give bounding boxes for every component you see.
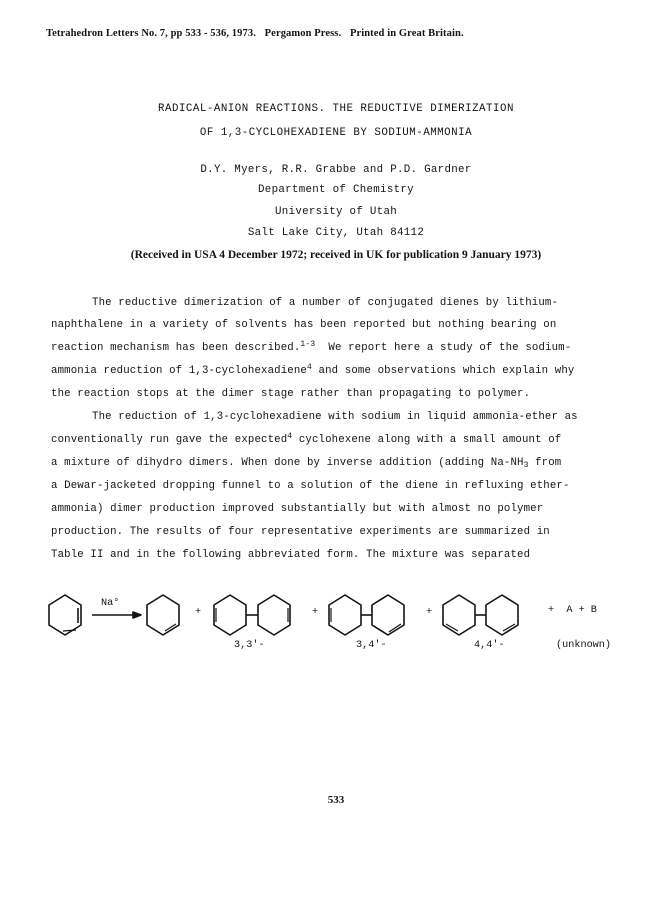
plus-sign: + [312,607,319,618]
authors: D.Y. Myers, R.R. Grabbe and P.D. Gardner [200,164,472,176]
body-line: The reductive dimerization of a number of conjugated dienes by lithium- [92,297,559,309]
label-unknown: (unknown) [556,640,612,651]
unknown-products: + A + B [548,605,597,616]
body-line: naphthalene in a variety of solvents has been reported but nothing bearing on [51,319,557,331]
body-text: ammonia reduction of 1,3-cyclohexadiene [51,365,307,377]
dimer-34-structure [329,595,404,635]
body-text: cyclohexene along with a small amount of [292,434,562,446]
affiliation-department: Department of Chemistry [258,184,414,196]
label-33-dimer: 3,3'- [234,640,265,651]
journal-citation: Tetrahedron Letters No. 7, pp 533 - 536, 1973. [46,28,256,39]
printed-in: Printed in Great Britain. [349,28,464,39]
reagent-label: Na° [101,598,120,609]
reaction-arrow [92,612,141,618]
affiliation-university: University of Utah [274,206,398,218]
title-line-1: RADICAL-ANION REACTIONS. THE REDUCTIVE DIMERIZATION [158,103,514,115]
body-text: reaction mechanism has been described. [51,342,301,354]
cyclohexadiene-structure [49,595,81,635]
body-line: ammonia) dimer production improved substantially but with almost no polymer [51,503,544,515]
body-text: a mixture of dihydro dimers. When done by inverse addition (adding Na-NH [51,457,524,469]
dimer-44-structure [443,595,518,635]
received-dates: (Received in USA 4 December 1972; received in UK for publication 9 January 1973) [130,249,542,261]
body-line: the reaction stops at the dimer stage rather than propagating to polymer. [51,388,531,400]
reference-superscript: 4 [287,432,293,441]
label-34-dimer: 3,4'- [356,640,387,651]
page-number: 533 [327,794,345,806]
subscript: 3 [523,461,529,470]
body-line: production. The results of four representative experiments are summarized in [51,526,550,538]
title-line-2: OF 1,3-CYCLOHEXADIENE BY SODIUM-AMMONIA [199,127,473,139]
body-text: from [528,457,562,469]
dimer-33-structure [214,595,290,635]
reference-superscript: 1-3 [300,340,316,349]
body-line: Table II and in the following abbreviated form. The mixture was separated [51,549,531,561]
plus-sign: + [426,607,433,618]
body-line: a Dewar-jacketed dropping funnel to a solution of the diene in refluxing ether- [51,480,570,492]
body-text: conventionally run gave the expected [51,434,288,446]
body-text: and some observations which explain why [311,365,575,377]
reference-superscript: 4 [306,363,312,372]
label-44-dimer: 4,4'- [474,640,505,651]
body-line: The reduction of 1,3-cyclohexadiene with sodium in liquid ammonia-ether as [92,411,578,423]
affiliation-city: Salt Lake City, Utah 84112 [247,227,425,239]
body-text: We report here a study of the sodium- [315,342,572,354]
plus-sign: + [195,607,202,618]
cyclohexene-structure [147,595,179,635]
publisher: Pergamon Press. [264,28,342,39]
